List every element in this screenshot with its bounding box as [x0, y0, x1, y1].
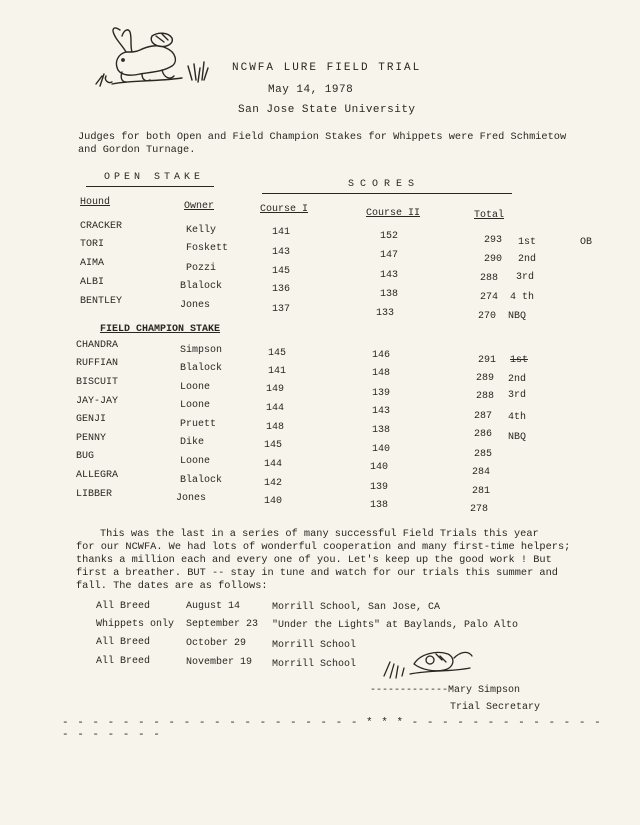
schedule-date: August 14: [186, 601, 241, 612]
table-row-hound: BUG: [76, 451, 95, 462]
schedule-place: Morrill School, San Jose, CA: [272, 602, 441, 613]
table-row-owner: Loone: [180, 456, 211, 467]
signature-name: -------------Mary Simpson: [370, 685, 521, 696]
table-row-course1: 144: [264, 459, 283, 470]
schedule-breed: Whippets only: [96, 619, 175, 630]
table-row-course2: 152: [380, 231, 399, 242]
table-row-course1: 145: [268, 348, 287, 359]
table-row-owner: Blalock: [180, 475, 223, 486]
open-stake-heading: OPEN STAKE: [104, 172, 205, 183]
col-course2: Course II: [366, 208, 421, 219]
table-row-place: 3rd: [508, 390, 527, 401]
table-row-course2: 140: [372, 444, 391, 455]
table-row-total: 281: [472, 486, 491, 497]
schedule-place: "Under the Lights" at Baylands, Palo Alto: [272, 620, 519, 631]
table-row-total: 289: [476, 373, 495, 384]
table-row-course2: 138: [372, 425, 391, 436]
closing-line: for our NCWFA. We had lots of wonderful cooperation and many first-time helpers;: [76, 541, 571, 553]
table-row-owner: Blalock: [180, 281, 223, 292]
table-row-place: 1st: [518, 237, 537, 248]
table-row-course1: 141: [272, 227, 291, 238]
judges-paragraph: Judges for both Open and Field Champion Stakes for Whippets were Fred Schmietow and Gordon Turnage.: [78, 131, 567, 156]
table-row-place: 4 th: [510, 292, 535, 303]
table-row-place: NBQ: [508, 432, 527, 443]
table-row-hound: CRACKER: [80, 221, 123, 232]
table-row-course1: 142: [264, 478, 283, 489]
table-row-total: 270: [478, 311, 497, 322]
table-row-course1: 143: [272, 247, 291, 258]
table-row-hound: RUFFIAN: [76, 358, 119, 369]
table-row-course1: 145: [272, 266, 291, 277]
table-row-hound: ALBI: [80, 277, 105, 288]
table-row-hound: GENJI: [76, 414, 107, 425]
table-row-total: 290: [484, 254, 503, 265]
table-row-total: 288: [476, 391, 495, 402]
table-row-place: 2nd: [508, 374, 527, 385]
table-row-total: 274: [480, 292, 499, 303]
table-row-place: NBQ: [508, 311, 527, 322]
table-row-course2: 133: [376, 308, 395, 319]
trial-date: May 14, 1978: [268, 84, 354, 96]
table-row-owner: Pruett: [180, 419, 217, 430]
table-row-place: 2nd: [518, 254, 537, 265]
table-row-course1: 149: [266, 384, 285, 395]
signature-title: Trial Secretary: [450, 702, 541, 713]
table-row-course2: 138: [370, 500, 389, 511]
closing-line: thanks a million each and every one of you. Let's keep up the good work ! But: [76, 554, 552, 566]
table-row-course1: 144: [266, 403, 285, 414]
table-row-course2: 143: [380, 270, 399, 281]
table-row-owner: Kelly: [186, 225, 217, 236]
closing-line: This was the last in a series of many successful Field Trials this year: [100, 528, 539, 540]
rabbit-lure-icon: [92, 22, 217, 94]
footer-divider: - - - - - - - - - - - - - - - - - - - - * * * - - - - - - - - - - - - - - - - - - - -: [62, 717, 602, 741]
table-row-course1: 137: [272, 304, 291, 315]
schedule-date: September 23: [186, 619, 259, 630]
table-row-hound: LIBBER: [76, 489, 113, 500]
table-row-course2: 148: [372, 368, 391, 379]
table-row-total: 284: [472, 467, 491, 478]
schedule-place: Morrill School: [272, 659, 357, 670]
scores-heading: SCORES: [348, 179, 421, 190]
closing-line: first a breather. BUT -- stay in tune and watch for our trials this summer and: [76, 567, 558, 579]
table-row-owner: Dike: [180, 437, 205, 448]
trial-title: NCWFA LURE FIELD TRIAL: [232, 62, 422, 74]
table-row-course2: 146: [372, 350, 391, 361]
table-row-total: 285: [474, 449, 493, 460]
table-row-total: 287: [474, 411, 493, 422]
table-row-course1: 140: [264, 496, 283, 507]
table-row-owner: Simpson: [180, 345, 223, 356]
table-row-course1: 141: [268, 366, 287, 377]
table-row-owner: Foskett: [186, 243, 229, 254]
table-row-owner: Pozzi: [186, 263, 217, 274]
table-row-course1: 148: [266, 422, 285, 433]
col-hound: Hound: [80, 197, 111, 208]
table-row-place: 4th: [508, 412, 527, 423]
table-row-hound: JAY-JAY: [76, 396, 119, 407]
table-row-total: 293: [484, 235, 503, 246]
table-row-course2: 139: [372, 388, 391, 399]
table-row-course2: 147: [380, 250, 399, 261]
table-row-total: 286: [474, 429, 493, 440]
schedule-date: November 19: [186, 657, 253, 668]
schedule-date: October 29: [186, 638, 247, 649]
col-course1: Course I: [260, 204, 309, 215]
table-row-course2: 143: [372, 406, 391, 417]
table-row-owner: Loone: [180, 382, 211, 393]
table-row-hound: PENNY: [76, 433, 107, 444]
table-row-course2: 138: [380, 289, 399, 300]
table-row-total: 278: [470, 504, 489, 515]
schedule-breed: All Breed: [96, 656, 151, 667]
col-total: Total: [474, 210, 505, 221]
open-stake-rule: [86, 186, 214, 187]
table-row-hound: BISCUIT: [76, 377, 119, 388]
lure-drawing-icon: [380, 640, 480, 684]
field-champion-heading: FIELD CHAMPION STAKE: [100, 324, 221, 335]
table-row-total: 288: [480, 273, 499, 284]
table-row-place: 1st: [510, 355, 529, 366]
table-row-total: 291: [478, 355, 497, 366]
table-row-course1: 136: [272, 284, 291, 295]
table-row-hound: CHANDRA: [76, 340, 119, 351]
table-row-owner: Blalock: [180, 363, 223, 374]
table-row-hound: TORI: [80, 239, 105, 250]
trial-location: San Jose State University: [238, 104, 416, 116]
table-row-hound: ALLEGRA: [76, 470, 119, 481]
table-row-owner: Jones: [180, 300, 211, 311]
table-row-course2: 139: [370, 482, 389, 493]
side-note: OB: [580, 237, 593, 248]
table-row-owner: Loone: [180, 400, 211, 411]
table-row-course1: 145: [264, 440, 283, 451]
table-row-hound: BENTLEY: [80, 296, 123, 307]
table-row-course2: 140: [370, 462, 389, 473]
scores-rule: [262, 193, 512, 194]
schedule-place: Morrill School: [272, 640, 357, 651]
schedule-breed: All Breed: [96, 637, 151, 648]
table-row-place: 3rd: [516, 272, 535, 283]
closing-line: fall. The dates are as follows:: [76, 580, 268, 592]
col-owner: Owner: [184, 201, 215, 212]
schedule-breed: All Breed: [96, 601, 151, 612]
table-row-hound: AIMA: [80, 258, 105, 269]
table-row-owner: Jones: [176, 493, 207, 504]
